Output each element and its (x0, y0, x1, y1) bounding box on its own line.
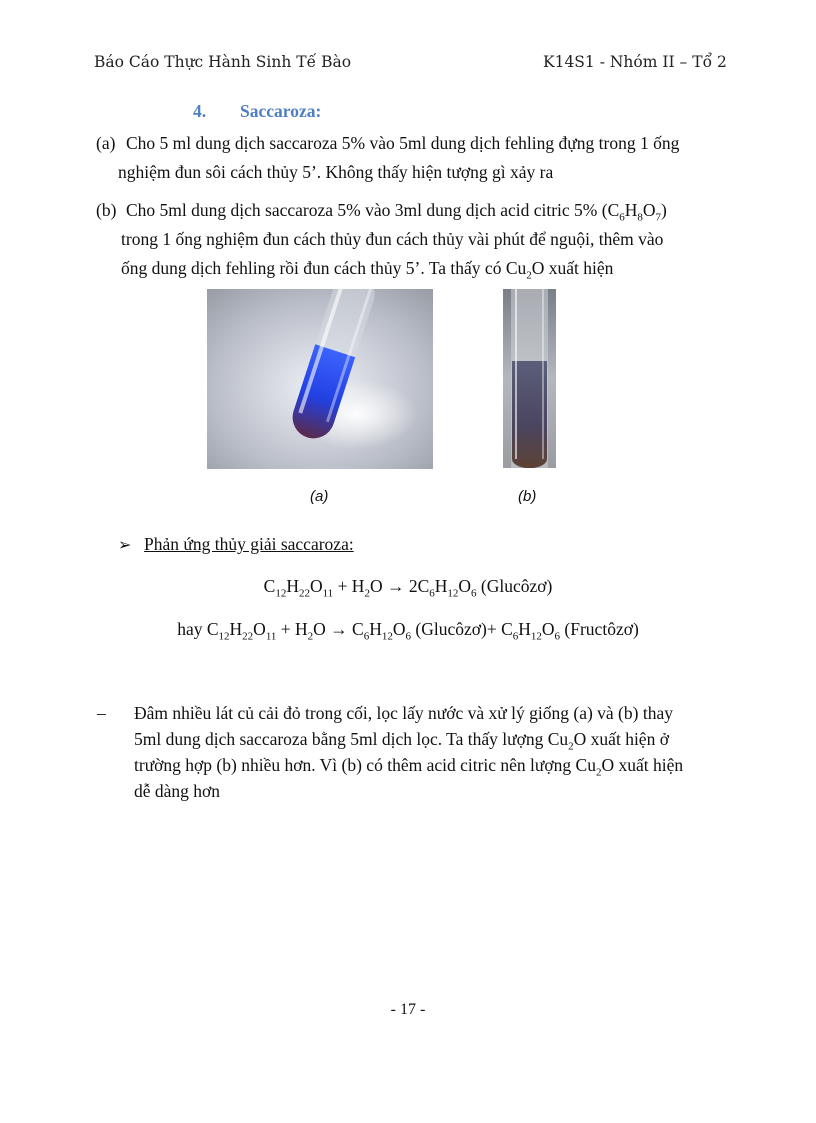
photo-test-tube-b (503, 289, 556, 468)
paragraph-a-line2: nghiệm đun sôi cách thủy 5’. Không thấy hiện tượng gì xảy ra (118, 162, 554, 182)
equation-2: hay $C_{12}H_{22}O_{11} + H_2O \to C_6H_{12}O_6$ (Glucôzơ)+ $C_6H_{12}O_6$ (Fructôzơ) (177, 619, 639, 643)
arrow-bullet-icon: ➢ (118, 537, 132, 554)
reaction-heading-text: Phản ứng thủy giải saccaroza: (144, 534, 354, 554)
equation-1: $C_{12}H_{22}O_{11} + H_2O \to 2C_6H_{12}O_6$ (Glucôzơ) (263, 576, 553, 600)
running-header-left: Báo Cáo Thực Hành Sinh Tế Bào (94, 53, 352, 71)
running-header-right: K14S1 - Nhóm II – Tổ 2 (543, 53, 727, 71)
paragraph-a-label: (a) (96, 133, 116, 153)
reaction-heading (118, 534, 354, 555)
figure-a-caption: (a) (310, 488, 329, 505)
test-tube-a-illustration (207, 289, 433, 469)
beet-line2: 5ml dung dịch saccaroza bằng 5ml dịch lọc. Ta thấy lượng $Cu_2O$ xuất hiện ở (134, 729, 669, 753)
figure-b-caption: (b) (518, 488, 537, 505)
photo-test-tube-a (207, 289, 433, 469)
section-heading (193, 101, 321, 122)
dash-bullet: – (97, 703, 106, 723)
paragraph-a (96, 129, 736, 187)
beet-experiment-paragraph (97, 700, 747, 804)
paragraph-b-line3: ống dung dịch fehling rồi đun cách thủy 5’. Ta thấy có $Cu_2O$ xuất hiện (121, 258, 614, 282)
section-number: 4. (193, 101, 207, 121)
paragraph-b-line2: trong 1 ống nghiệm đun cách thủy đun cách thủy vài phút để nguội, thêm vào (121, 229, 664, 249)
paragraph-b-label: (b) (96, 200, 117, 220)
beet-line4: dễ dàng hơn (134, 781, 221, 801)
test-tube-b-illustration (503, 289, 556, 468)
section-title: Saccaroza: (240, 101, 322, 121)
beet-line1: Đâm nhiều lát củ cải đỏ trong cối, lọc lấy nước và xử lý giống (a) và (b) thay (134, 703, 673, 723)
page-number: - 17 - (390, 1001, 426, 1018)
paragraph-a-line1: Cho 5 ml dung dịch saccaroza 5% vào 5ml dung dịch fehling đựng trong 1 ống (126, 133, 680, 153)
beet-line3: trường hợp (b) nhiều hơn. Vì (b) có thêm acid citric nên lượng $Cu_2O$ xuất hiện (134, 755, 684, 779)
paragraph-b: (b) Cho 5ml dung dịch saccaroza 5% vào 3ml dung dịch acid citric 5% $(C_6H_8O_7)$ trong 1 ống nghiệm đun cách thủy đun cách thủy vài phút để nguội, thêm vào ống dung dịch fehling rồi đun cách thủy 5’. Ta thấy có $Cu_2O$ xuất hiện (96, 196, 746, 283)
